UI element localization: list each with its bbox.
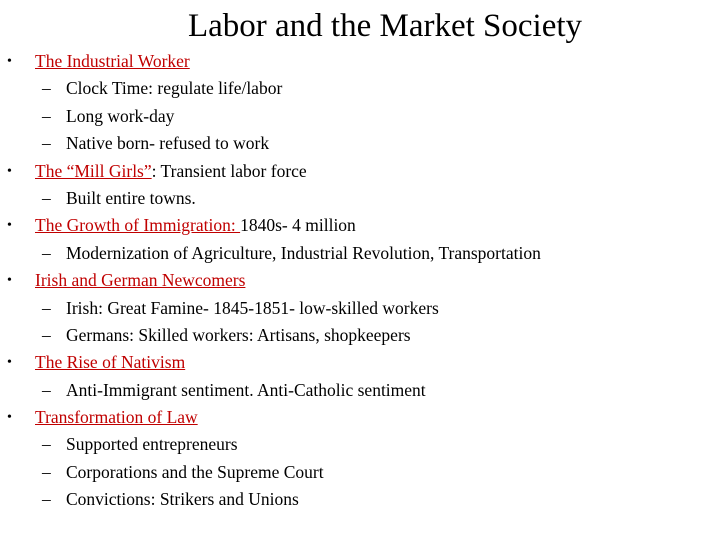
bullet-text	[35, 404, 198, 431]
bullet-item	[0, 158, 720, 185]
bullet-link[interactable]: The Industrial Worker	[35, 51, 190, 71]
bullet-text	[35, 212, 356, 239]
sub-bullet-item	[0, 486, 720, 513]
slide-title: Labor and the Market Society	[187, 8, 583, 44]
bullet-text	[35, 158, 307, 185]
bullet-item	[0, 212, 720, 239]
bullet-list	[0, 48, 720, 514]
sub-bullet-item	[0, 295, 720, 322]
sub-bullet-text: Germans: Skilled workers: Artisans, shopkeepers	[66, 324, 411, 345]
sub-bullet-item	[0, 459, 720, 486]
sub-bullet-dash: –	[42, 78, 51, 99]
sub-bullet-item	[0, 240, 720, 267]
bullet-link[interactable]: Irish and German Newcomers	[35, 270, 246, 291]
bullet-suffix: : Transient labor force	[151, 160, 307, 181]
sub-bullet-text: Built entire towns.	[66, 187, 196, 208]
sub-bullet-text: Supported entrepreneurs	[66, 434, 238, 455]
bullet-suffix: 1840s- 4 million	[240, 215, 356, 236]
sub-bullet-text: Convictions: Strikers and Unions	[66, 489, 299, 510]
sub-bullet-dash: –	[42, 434, 51, 455]
bullet-item	[0, 404, 720, 431]
sub-bullet-item	[0, 322, 720, 349]
bullet-item	[0, 349, 720, 376]
sub-bullet-item	[0, 185, 720, 212]
sub-bullet-item	[0, 130, 720, 157]
sub-bullet-text: Modernization of Agriculture, Industrial Revolution, Transportation	[66, 242, 541, 263]
bullet-text	[35, 267, 245, 294]
bullet-link[interactable]: The Rise of Nativism	[35, 352, 186, 373]
sub-bullet-text: Corporations and the Supreme Court	[66, 461, 324, 482]
sub-bullet-text: Native born- refused to work	[66, 133, 270, 154]
sub-bullet-dash: –	[42, 242, 51, 263]
sub-bullet-item	[0, 377, 720, 404]
bullet-marker: •	[7, 273, 12, 289]
sub-bullet-text: Clock Time: regulate life/labor	[66, 78, 283, 99]
bullet-marker: •	[7, 163, 12, 179]
sub-bullet-dash: –	[42, 324, 51, 345]
bullet-link[interactable]: Transformation of Law	[35, 407, 198, 428]
sub-bullet-item	[0, 75, 720, 102]
sub-bullet-dash: –	[42, 187, 51, 208]
sub-bullet-item	[0, 103, 720, 130]
bullet-link[interactable]: The “Mill Girls”	[35, 160, 152, 181]
sub-bullet-dash: –	[42, 379, 51, 400]
bullet-link[interactable]: The Growth of Immigration:	[35, 215, 241, 236]
sub-bullet-text: Irish: Great Famine- 1845-1851- low-skilled workers	[66, 297, 439, 318]
sub-bullet-dash: –	[42, 133, 51, 154]
sub-bullet-dash: –	[42, 489, 51, 510]
bullet-marker: •	[7, 410, 12, 426]
bullet-item	[0, 267, 720, 294]
sub-bullet-text: Anti-Immigrant sentiment. Anti-Catholic sentiment	[66, 379, 426, 400]
bullet-marker: •	[7, 54, 12, 69]
sub-bullet-dash: –	[42, 297, 51, 318]
bullet-marker: •	[7, 355, 12, 371]
sub-bullet-text: Long work-day	[66, 105, 175, 126]
sub-bullet-item	[0, 431, 720, 458]
sub-bullet-dash: –	[42, 105, 51, 126]
sub-bullet-dash: –	[42, 461, 51, 482]
bullet-item	[0, 48, 720, 75]
bullet-text	[35, 48, 190, 75]
bullet-marker: •	[7, 218, 12, 234]
bullet-text	[35, 349, 185, 376]
